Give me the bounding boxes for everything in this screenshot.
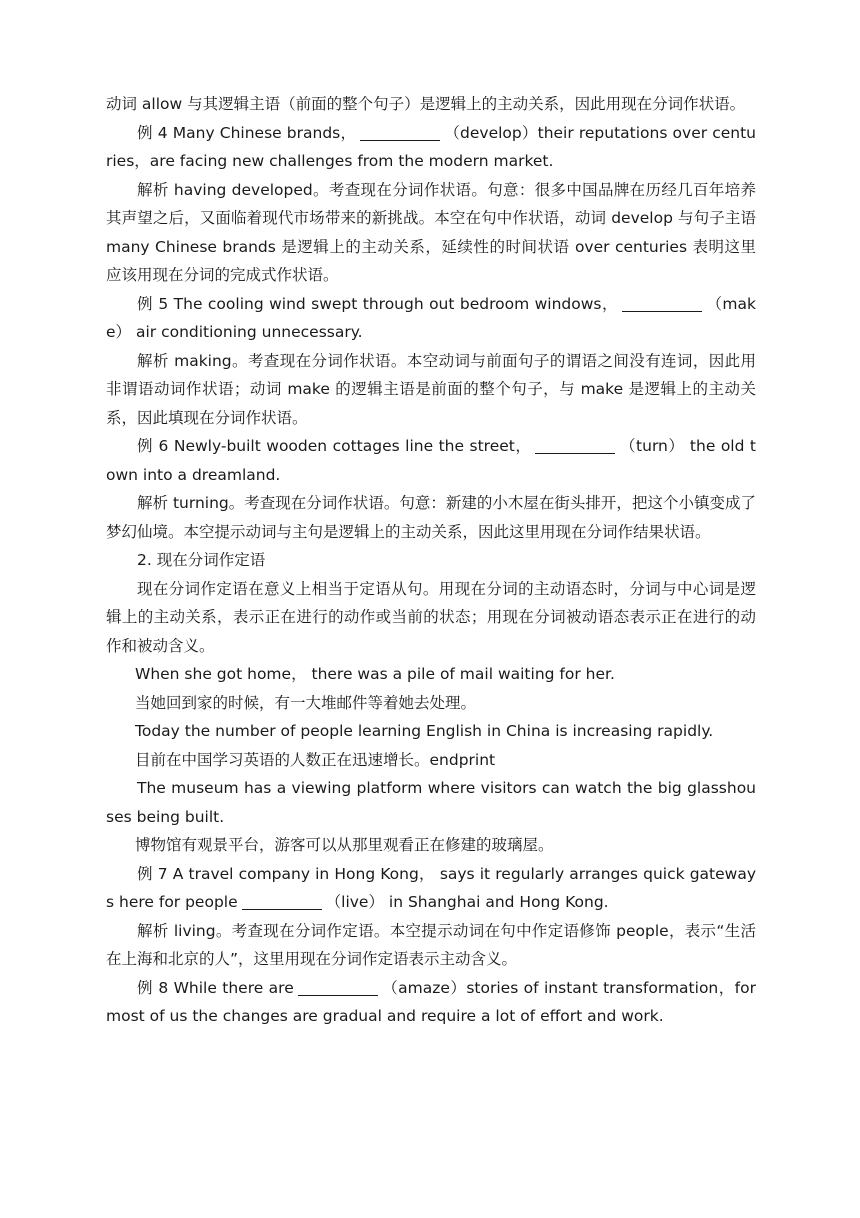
answer-blank[interactable] bbox=[242, 893, 322, 910]
example-6-text-after: （turn） the old town into a dreamland. bbox=[106, 437, 757, 484]
sample-translation-1: 当她回到家的时候，有一大堆邮件等着她去处理。 bbox=[135, 693, 477, 712]
example-5-text-after: （make） air conditioning unnecessary. bbox=[106, 294, 756, 341]
example-8-text-before: 例 8 While there are bbox=[137, 978, 294, 997]
sample-sentence-1: When she got home， there was a pile of mail waiting for her. bbox=[135, 665, 615, 683]
paragraph-allow-analysis: 动词 allow 与其逻辑主语（前面的整个句子）是逻辑上的主动关系，因此用现在分词作状语。 bbox=[106, 95, 746, 113]
analysis-4: 解析 having developed。考查现在分词作状语。句意：很多中国品牌在历经几百年培养其声望之后，又面临着现代市场带来的新挑战。本空在句中作状语，动词 develop 与句子主语 many Chinese brands 是逻辑上的主动关系，延续性的时间状语 over centuries 表明这里应该用现在分词的完成式作状语。 bbox=[106, 180, 756, 284]
example-4 bbox=[106, 119, 756, 176]
example-7-text-after: （live） in Shanghai and Hong Kong. bbox=[325, 893, 609, 911]
example-7-text-before: 例 7 A travel company in Hong Kong， says it regularly arranges quick gateways here for people bbox=[106, 864, 756, 911]
document-page bbox=[106, 90, 756, 1031]
example-6 bbox=[106, 432, 756, 489]
sample-sentence-3: The museum has a viewing platform where visitors can watch the big glasshouses being built. bbox=[106, 779, 756, 826]
example-8 bbox=[106, 974, 756, 1031]
example-5-text-before: 例 5 The cooling wind swept through out bedroom windows， bbox=[137, 294, 618, 313]
analysis-5: 解析 making。考查现在分词作状语。本空动词与前面句子的谓语之间没有连词，因此用非谓语动词作状语；动词 make 的逻辑主语是前面的整个句子，与 make 是逻辑上的主动关系，因此填现在分词作状语。 bbox=[106, 351, 756, 427]
example-7 bbox=[106, 860, 756, 917]
answer-blank[interactable] bbox=[360, 124, 440, 141]
answer-blank[interactable] bbox=[622, 295, 702, 312]
example-4-text-after: （develop）their reputations over centuries，are facing new challenges from the modern market. bbox=[106, 123, 756, 170]
analysis-6: 解析 turning。考查现在分词作状语。句意：新建的小木屋在街头排开，把这个小镇变成了梦幻仙境。本空提示动词与主句是逻辑上的主动关系，因此这里用现在分词作结果状语。 bbox=[106, 494, 756, 541]
analysis-7: 解析 living。考查现在分词作定语。本空提示动词在句中作定语修饰 people，表示“生活在上海和北京的人”，这里用现在分词作定语表示主动含义。 bbox=[106, 921, 756, 968]
answer-blank[interactable] bbox=[298, 979, 378, 996]
answer-blank[interactable] bbox=[535, 437, 615, 454]
example-6-text-before: 例 6 Newly-built wooden cottages line the street， bbox=[137, 437, 532, 455]
sample-sentence-2: Today the number of people learning English in China is increasing rapidly. bbox=[135, 722, 714, 740]
example-4-text-before: 例 4 Many Chinese brands， bbox=[137, 123, 357, 142]
example-8-text-after: （amaze）stories of instant transformation，for most of us the changes are gradual and require a lot of effort and work. bbox=[106, 978, 756, 1025]
example-5 bbox=[106, 290, 756, 347]
section-heading-participle-attributive: 2. 现在分词作定语 bbox=[137, 551, 266, 569]
sample-translation-2: 目前在中国学习英语的人数正在迅速增长。endprint bbox=[135, 750, 496, 769]
paragraph-participle-attributive: 现在分词作定语在意义上相当于定语从句。用现在分词的主动语态时，分词与中心词是逻辑上的主动关系，表示正在进行的动作或当前的状态；用现在分词被动语态表示正在进行的动作和被动含义。 bbox=[106, 579, 756, 655]
sample-translation-3: 博物馆有观景平台，游客可以从那里观看正在修建的玻璃屋。 bbox=[135, 836, 554, 854]
